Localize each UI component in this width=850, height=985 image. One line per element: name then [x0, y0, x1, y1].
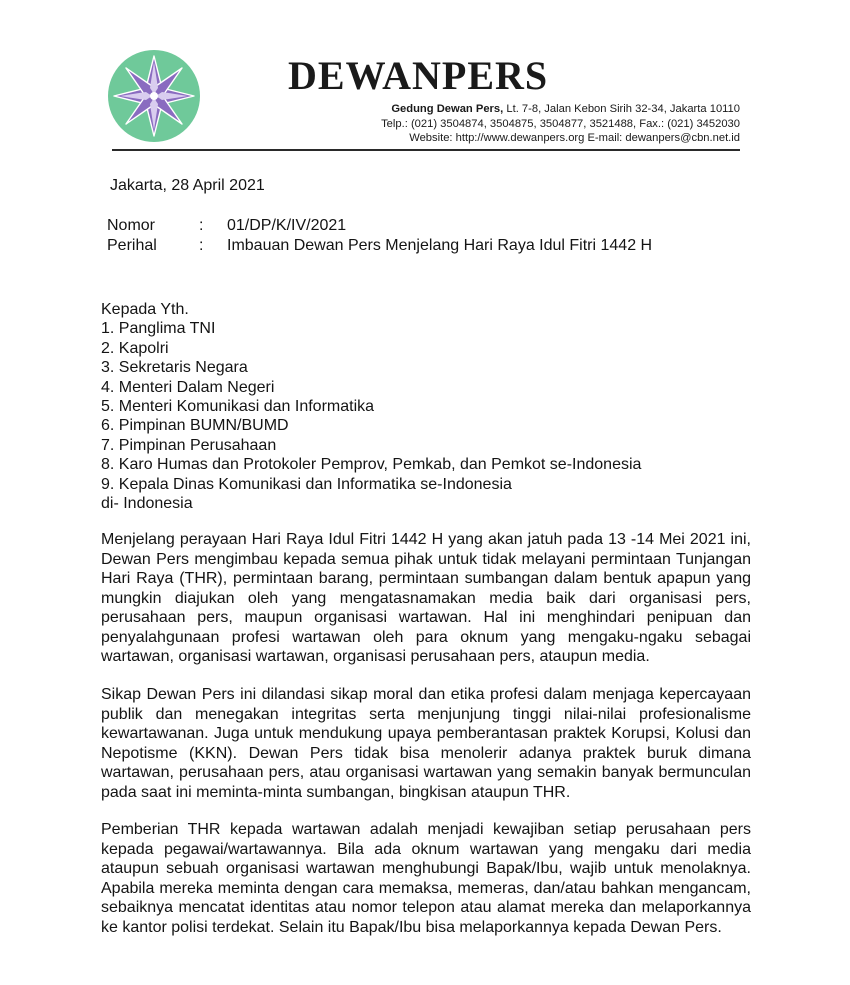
- recipient-location: di- Indonesia: [101, 495, 193, 513]
- nomor-colon: :: [199, 217, 204, 234]
- recipient-list: [101, 319, 641, 494]
- recipient-item: 2. Kapolri: [101, 339, 169, 357]
- recipient-item: 7. Pimpinan Perusahaan: [101, 436, 277, 454]
- recipient-item: 5. Menteri Komunikasi dan Informatika: [101, 398, 375, 416]
- letterhead-divider: [112, 149, 740, 151]
- letter-meta: [107, 216, 652, 256]
- recipient-item: 6. Pimpinan BUMN/BUMD: [101, 417, 289, 435]
- nomor-label: Nomor: [107, 217, 156, 234]
- organization-name: DEWANPERS: [288, 53, 549, 98]
- address-line: [381, 102, 740, 117]
- body-paragraph-3: Pemberian THR kepada wartawan adalah menjadi kewajiban setiap perusahaan pers kepada pegawai/wartawannya. Bila ada oknum wartawan yang mengaku dari media ataupun sebuah organisasi wartawan menghubungi Bapak/Ibu, wajib untuk menolaknya. Apabila mereka meminta dengan cara memaksa, memeras, dan/atau bahkan mengancam, sebaiknya mencatat identitas atau nomor telepon atau alamat mereka dan melaporkannya ke kantor polisi terdekat. Selain itu Bapak/Ibu bisa melaporkannya kepada Dewan Pers.: [101, 821, 751, 936]
- body-paragraph-1: Menjelang perayaan Hari Raya Idul Fitri 1442 H yang akan jatuh pada 13 -14 Mei 2021 ini, Dewan Pers mengimbau kepada semua pihak untuk tidak melayani permintaan Tunjangan Hari Raya (THR), permintaan barang, permintaan sumbangan dalam bentuk apapun yang mungkin diajukan oleh yang mengatasnamakan media baik dari organisasi pers, perusahaan pers, maupun organisasi wartawan. Hal ini menghindari penipuan dan penyalahgunaan profesi wartawan oleh para oknum yang mengaku-ngaku sebagai wartawan, organisasi wartawan, organisasi perusahaan pers, ataupun media.: [101, 531, 751, 665]
- perihal-label: Perihal: [107, 237, 157, 254]
- address-street: Lt. 7-8, Jalan Kebon Sirih 32-34, Jakarta 10110: [503, 103, 740, 115]
- recipients-block: [101, 300, 641, 513]
- recipient-item: 4. Menteri Dalam Negeri: [101, 378, 275, 396]
- recipient-item: 8. Karo Humas dan Protokoler Pemprov, Pemkab, dan Pemkot se-Indonesia: [101, 456, 642, 474]
- perihal-colon: :: [199, 237, 204, 254]
- recipient-item: 1. Panglima TNI: [101, 320, 216, 338]
- dewan-pers-logo-icon: [106, 48, 202, 144]
- perihal-value: Imbauan Dewan Pers Menjelang Hari Raya Idul Fitri 1442 H: [227, 237, 653, 254]
- recipient-item: 3. Sekretaris Negara: [101, 359, 248, 377]
- recipient-item: 9. Kepala Dinas Komunikasi dan Informatika se-Indonesia: [101, 475, 512, 493]
- phone-fax-line: Telp.: (021) 3504874, 3504875, 3504877, 3521488, Fax.: (021) 3452030: [381, 117, 740, 130]
- nomor-row: [107, 216, 652, 236]
- body-paragraph-2: Sikap Dewan Pers ini dilandasi sikap moral dan etika profesi dalam menjaga kepercayaan publik dan menegakan integritas serta menjunjung tinggi nilai-nilai profesionalisme kewartawanan. Juga untuk mendukung upaya pemberantasan praktek Korupsi, Kolusi dan Nepotisme (KKN). Dewan Pers tidak bisa menolerir adanya praktek buruk dimana wartawan, perusahaan pers, atau organisasi wartawan yang semakin banyak bermunculan pada saat ini meminta-minta sumbangan, bingkisan ataupun THR.: [101, 686, 751, 801]
- salutation: Kepada Yth.: [101, 301, 189, 318]
- address-building: Gedung Dewan Pers,: [391, 103, 504, 115]
- letter-date: Jakarta, 28 April 2021: [110, 177, 265, 194]
- website-email-line: Website: http://www.dewanpers.org E-mail: dewanpers@cbn.net.id: [409, 132, 740, 144]
- nomor-value: 01/DP/K/IV/2021: [227, 217, 347, 234]
- perihal-row: [107, 236, 652, 256]
- letterhead-address: [381, 102, 740, 146]
